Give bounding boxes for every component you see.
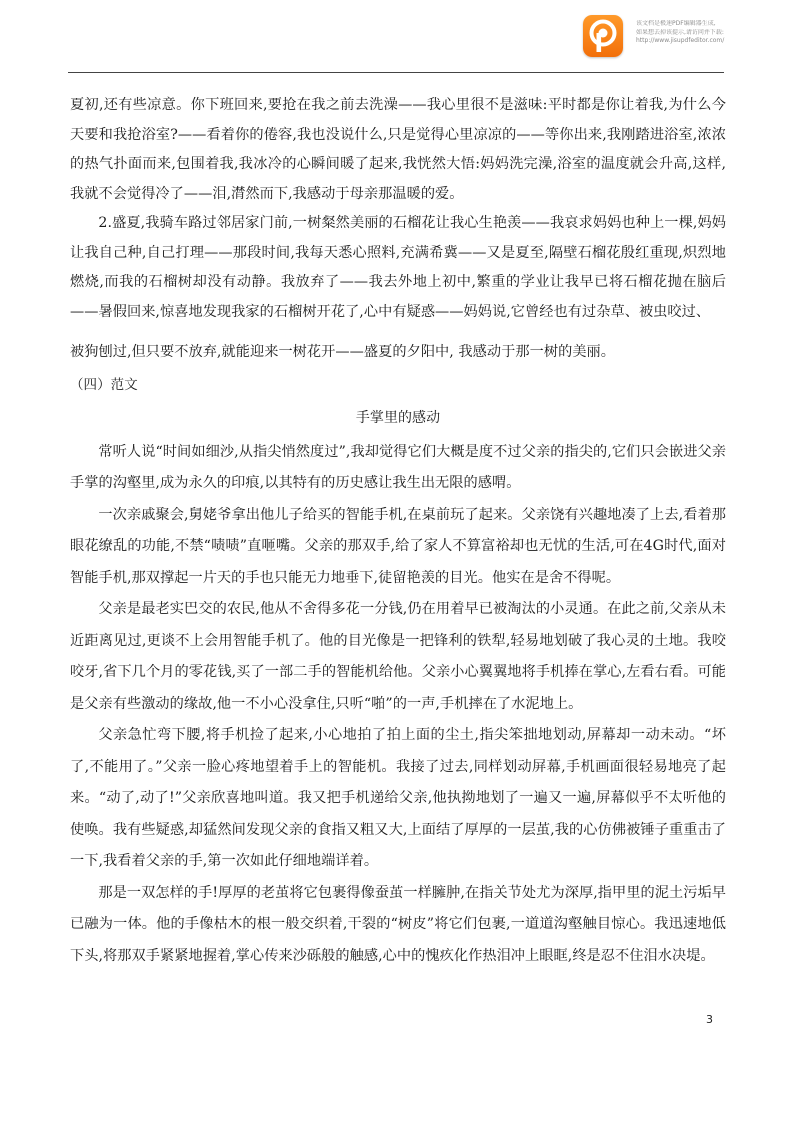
essay-paragraph: 父亲是最老实巴交的农民,他从不舍得多花一分钱,仍在用着早已被淘汰的小灵通。在此之前,父亲从未近距离见过,更谈不上会用智能手机了。他的目光像是一把锋利的铁犁,轻易地划破了我心灵的土地。我咬咬牙,省下几个月的零花钱,买了一部二手的智能机给他。父亲小心翼翼地将手机捧在掌心,左看右看。可能是父亲有些激动的缘故,他一不小心没拿住,只听“啪”的一声,手机摔在了水泥地上。 <box>70 601 726 712</box>
header-rule <box>68 72 724 73</box>
p-logo-icon <box>583 15 623 57</box>
essay-paragraph: 父亲急忙弯下腰,将手机捡了起来,小心地拍了拍上面的尘土,指尖笨拙地划动,屏幕却一动未动。“坏了,不能用了。”父亲一脸心疼地望着手上的智能机。我接了过去,同样划动屏幕,手机画面很轻易地亮了起来。“动了,动了!”父亲欣喜地叫道。我又把手机递给父亲,他执拗地划了一遍又一遍,屏幕似乎不太听他的使唤。我有些疑惑,却猛然间发现父亲的食指又粗又大,上面结了厚厚的一层茧,我的心仿佛被锤子重重击了一下,我看着父亲的手,第一次如此仔细地端详着。 <box>70 727 726 869</box>
document-body <box>70 91 726 972</box>
essay <box>70 403 726 973</box>
body-paragraph: 2.盛夏,我骑车路过邻居家门前,一树粲然美丽的石榴花让我心生艳羡——我哀求妈妈也种上一棵,妈妈让我自己种,自己打理——那段时间,我每天悉心照料,充满希冀——又是夏至,隔壁石榴花殷红重现,炽烈地燃烧,而我的石榴树却没有动静。我放弃了——我去外地上初中,繁重的学业让我早已将石榴花抛在脑后——暑假回来,惊喜地发现我家的石榴树开花了,心中有疑惑——妈妈说,它曾经也有过杂草、被虫咬过、 <box>70 215 726 320</box>
header-logo <box>583 15 623 57</box>
body-paragraph: 夏初,还有些凉意。你下班回来,要抢在我之前去洗澡——我心里很不是滋味:平时都是你让着我,为什么今天要和我抢浴室?——看着你的倦容,我也没说什么,只是觉得心里凉凉的——等你出来,我刚踏进浴室,浓浓的热气扑面而来,包围着我,我冰冷的心瞬间暖了起来,我恍然大悟:妈妈洗完澡,浴室的温度就会升高,这样,我就不会觉得冷了——泪,潸然而下,我感动于母亲那温暖的爱。 <box>70 97 726 202</box>
body-paragraph: 被狗刨过,但只要不放弃,就能迎来一树花开——盛夏的夕阳中, 我感动于那一树的美丽。 <box>70 344 616 360</box>
essay-paragraph: 那是一双怎样的手!厚厚的老茧将它包裹得像蚕茧一样臃肿,在指关节处尤为深厚,指甲里的泥土污垢早已融为一体。他的手像枯木的根一般交织着,干裂的“树皮”将它们包裹,一道道沟壑触目惊心。我迅速地低下头,将那双手紧紧地握着,掌心传来沙砾般的触感,心中的愧疚化作热泪冲上眼眶,终是忍不住泪水决堤。 <box>70 884 726 964</box>
header-note-line: 该文档是极速PDF编辑器生成, <box>636 20 716 27</box>
section-label: （四）范文 <box>70 376 138 393</box>
page-number: 3 <box>706 1013 713 1026</box>
header-note-url[interactable]: http://www.jisupdfeditor.com/ <box>636 37 725 44</box>
header-note-line: 如果想去掉该提示,请访问并下载: <box>636 28 724 36</box>
essay-title: 手掌里的感动 <box>355 409 441 426</box>
essay-paragraph: 一次亲戚聚会,舅姥爷拿出他儿子给买的智能手机,在桌前玩了起来。父亲饶有兴趣地凑了上去,看着那眼花缭乱的功能,不禁“啧啧”直咂嘴。父亲的那双手,给了家人不算富裕却也无忧的生活,可在4G时代,面对智能手机,那双撑起一片天的手也只能无力地垂下,徒留艳羡的目光。他实在是舍不得呢。 <box>70 506 726 586</box>
header-note <box>636 20 786 46</box>
essay-paragraph: 常听人说“时间如细沙,从指尖悄然度过”,我却觉得它们大概是度不过父亲的指尖的,它们只会嵌进父亲手掌的沟壑里,成为永久的印痕,以其特有的历史感让我生出无限的感喟。 <box>70 443 726 491</box>
